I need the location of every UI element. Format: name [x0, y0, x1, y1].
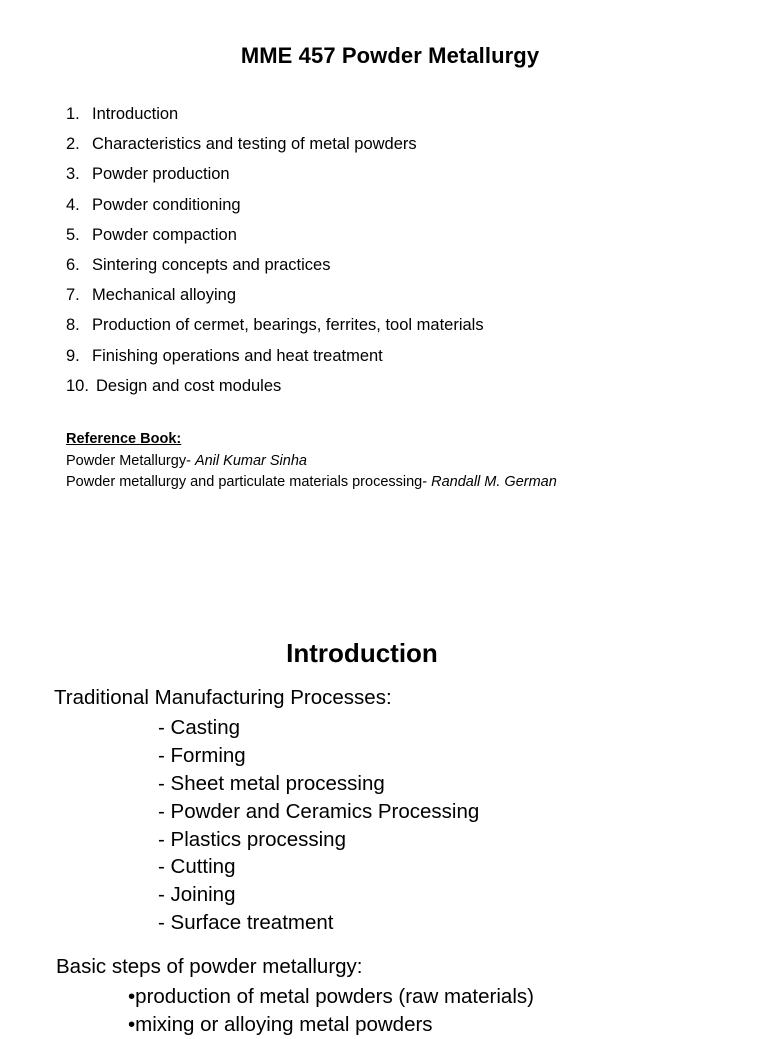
toc-number: 8. — [66, 316, 80, 335]
steps-list — [128, 983, 534, 1039]
toc-item — [66, 223, 484, 253]
toc-item — [66, 132, 484, 162]
toc-number: 2. — [66, 135, 80, 154]
list-item: - Casting — [158, 716, 241, 739]
book-author: Randall M. German — [431, 474, 557, 490]
book-title: Powder metallurgy and particulate materials processing- — [66, 474, 432, 490]
toc-label: Introduction — [92, 105, 179, 123]
toc-label: Design and cost modules — [96, 376, 282, 395]
toc-number: 5. — [66, 225, 80, 244]
list-item: •mixing or alloying metal powders — [128, 1013, 433, 1036]
list-item: - Surface treatment — [158, 911, 334, 935]
list-item: - Powder and Ceramics Processing — [158, 799, 480, 823]
toc-item — [66, 313, 484, 343]
toc-item — [66, 162, 484, 192]
toc-label: Powder conditioning — [92, 195, 241, 214]
reference-book — [66, 472, 557, 494]
toc-number: 4. — [66, 195, 80, 214]
slide-title: Introduction — [286, 638, 438, 668]
table-of-contents — [66, 102, 484, 404]
toc-label: Powder production — [92, 165, 230, 184]
toc-item — [66, 283, 484, 313]
toc-label: Characteristics and testing of metal powders — [92, 135, 417, 154]
toc-label: Powder compaction — [92, 225, 237, 244]
toc-item — [66, 253, 484, 283]
traditional-processes-heading: Traditional Manufacturing Processes: — [54, 686, 392, 709]
list-item: - Plastics processing — [158, 827, 346, 851]
toc-number: 9. — [66, 346, 80, 365]
toc-number: 6. — [66, 255, 80, 274]
book-title: Powder Metallurgy- — [66, 452, 195, 469]
toc-item — [66, 344, 484, 374]
course-title: MME 457 Powder Metallurgy — [240, 43, 540, 68]
list-item: •production of metal powders (raw materials) — [128, 985, 534, 1008]
toc-item — [66, 102, 484, 132]
toc-number: 10. — [66, 376, 89, 395]
list-item: - Joining — [158, 883, 236, 907]
list-item: - Sheet metal processing — [158, 771, 385, 795]
reference-section — [66, 429, 557, 494]
toc-label: Finishing operations and heat treatment — [92, 346, 383, 365]
toc-item — [66, 193, 484, 223]
toc-number: 7. — [66, 286, 80, 305]
toc-number: 3. — [66, 165, 80, 184]
toc-item — [66, 374, 484, 404]
toc-number: 1. — [66, 105, 80, 123]
basic-steps-heading: Basic steps of powder metallurgy: — [56, 955, 363, 978]
list-item: - Cutting — [158, 855, 236, 879]
toc-label: Sintering concepts and practices — [92, 255, 331, 274]
process-list — [158, 714, 479, 937]
reference-heading: Reference Book: — [66, 431, 182, 447]
reference-book — [66, 451, 557, 473]
toc-label: Mechanical alloying — [92, 286, 236, 305]
book-author: Anil Kumar Sinha — [194, 452, 307, 469]
toc-label: Production of cermet, bearings, ferrites, tool materials — [92, 316, 484, 335]
list-item: - Forming — [158, 743, 246, 767]
